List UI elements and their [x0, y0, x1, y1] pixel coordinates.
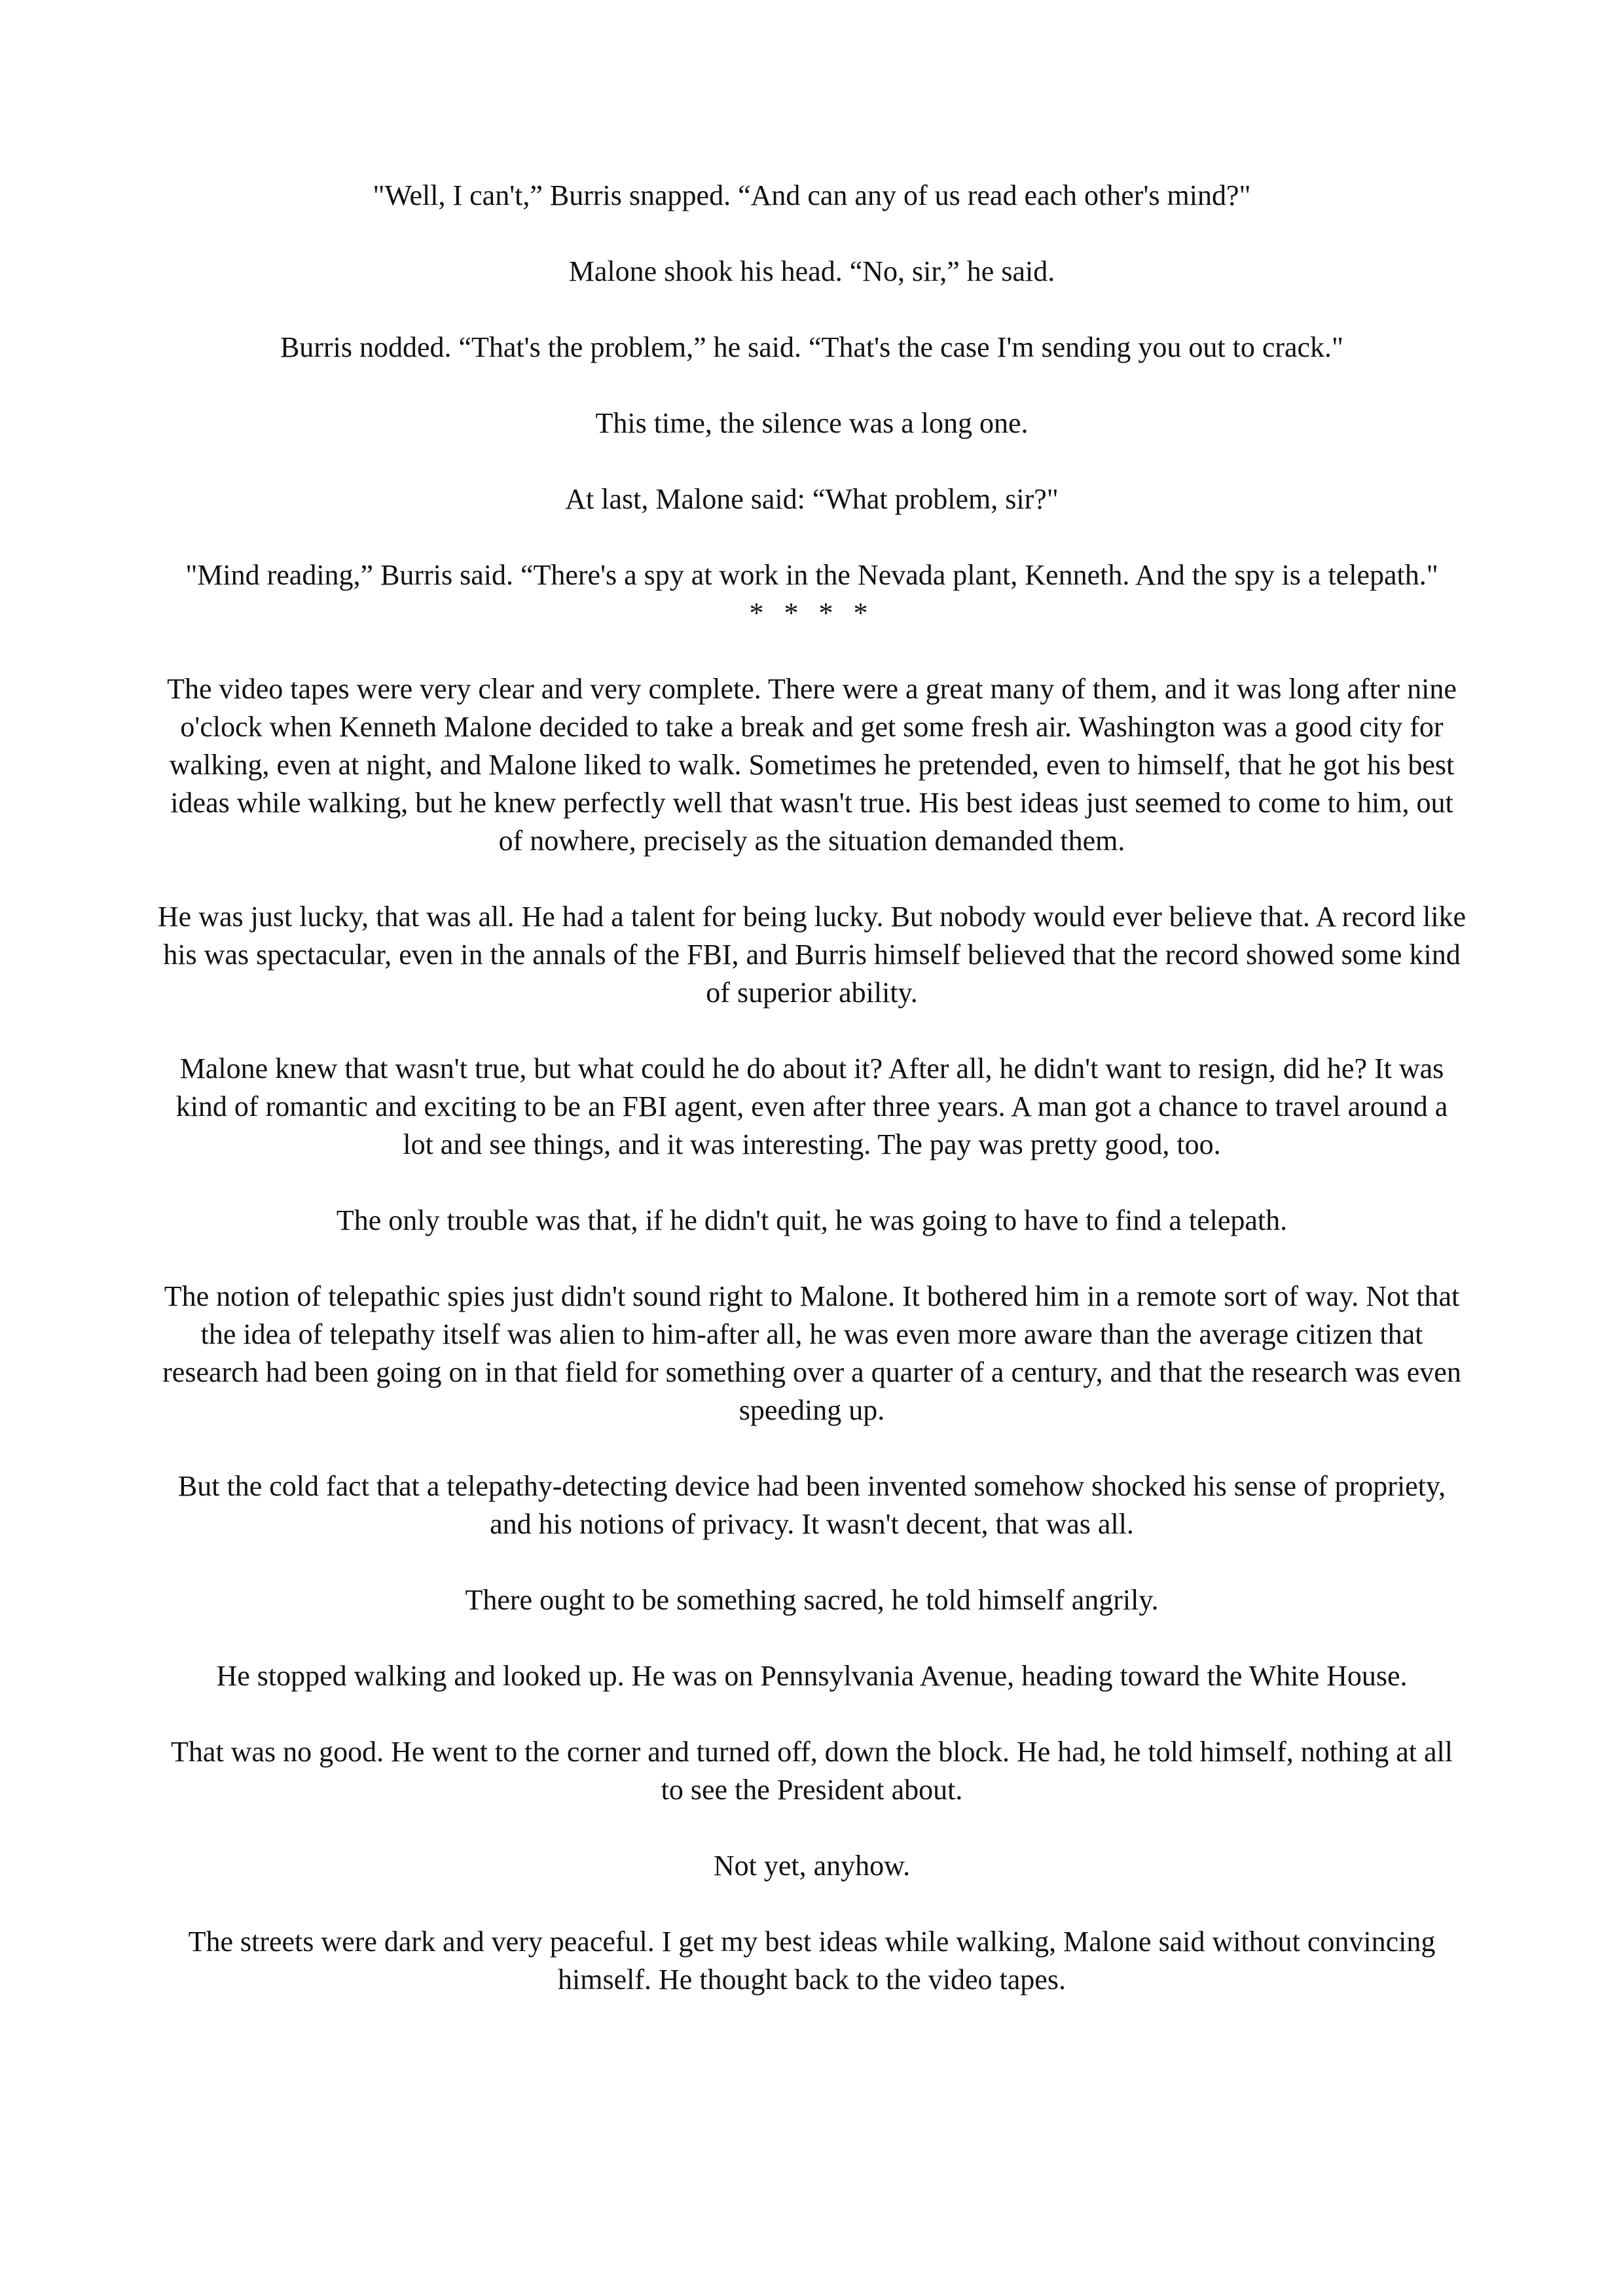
paragraph-16: Not yet, anyhow.: [713, 1850, 911, 1882]
paragraph-4: This time, the silence was a long one.: [595, 407, 1029, 439]
paragraph-1: "Well, I can't,” Burris snapped. “And can any of us read each other's mind?": [373, 179, 1251, 211]
paragraph-5: At last, Malone said: “What problem, sir?": [565, 483, 1059, 515]
paragraph-13: There ought to be something sacred, he told himself angrily.: [465, 1584, 1159, 1616]
paragraph-3: Burris nodded. “That's the problem,” he said. “That's the case I'm sending you out to crack.": [280, 331, 1344, 363]
paragraph-11: The notion of telepathic spies just didn't sound right to Malone. It bothered him in a remote sort of way. Not that the idea of telepathy itself was alien to him-after all, he was even more aware than the average citizen that research had been going on in that field for something over a quarter of a century, and that the research was even speeding up.: [162, 1280, 1461, 1426]
paragraph-15: That was no good. He went to the corner and turned off, down the block. He had, he told himself, nothing at all to see the President about.: [171, 1736, 1453, 1806]
paragraph-2: Malone shook his head. “No, sir,” he said.: [568, 255, 1055, 287]
paragraph-9: Malone knew that wasn't true, but what could he do about it? After all, he didn't want to resign, did he? It was kind of romantic and exciting to be an FBI agent, even after three years. A man got a chance to travel around a lot and see things, and it was interesting. The pay was pretty good, too.: [175, 1052, 1448, 1160]
paragraph-10: The only trouble was that, if he didn't quit, he was going to have to find a telepath.: [336, 1204, 1288, 1236]
paragraph-17: The streets were dark and very peaceful. I get my best ideas while walking, Malone said without convincing himself. He thought back to the video tapes.: [188, 1926, 1436, 1996]
paragraph-14: He stopped walking and looked up. He was on Pennsylvania Avenue, heading toward the White House.: [216, 1660, 1408, 1692]
document-page: [157, 177, 1467, 2037]
section-separator: * * * *: [749, 597, 875, 629]
paragraph-12: But the cold fact that a telepathy-detecting device had been invented somehow shocked his sense of propriety, and his notions of privacy. It wasn't decent, that was all.: [177, 1470, 1446, 1540]
paragraph-6: "Mind reading,” Burris said. “There's a spy at work in the Nevada plant, Kenneth. And the spy is a telepath.": [185, 559, 1438, 591]
paragraph-7: The video tapes were very clear and very complete. There were a great many of them, and it was long after nine o'clock when Kenneth Malone decided to take a break and get some fresh air. Washington was a good city for walking, even at night, and Malone liked to walk. Sometimes he pretended, even to himself, that he got his best ideas while walking, but he knew perfectly well that wasn't true. His best ideas just seemed to come to him, out of nowhere, precisely as the situation demanded them.: [167, 673, 1457, 857]
paragraph-8: He was just lucky, that was all. He had a talent for being lucky. But nobody would ever believe that. A record like his was spectacular, even in the annals of the FBI, and Burris himself believed that the record showed some kind of superior ability.: [157, 901, 1467, 1009]
